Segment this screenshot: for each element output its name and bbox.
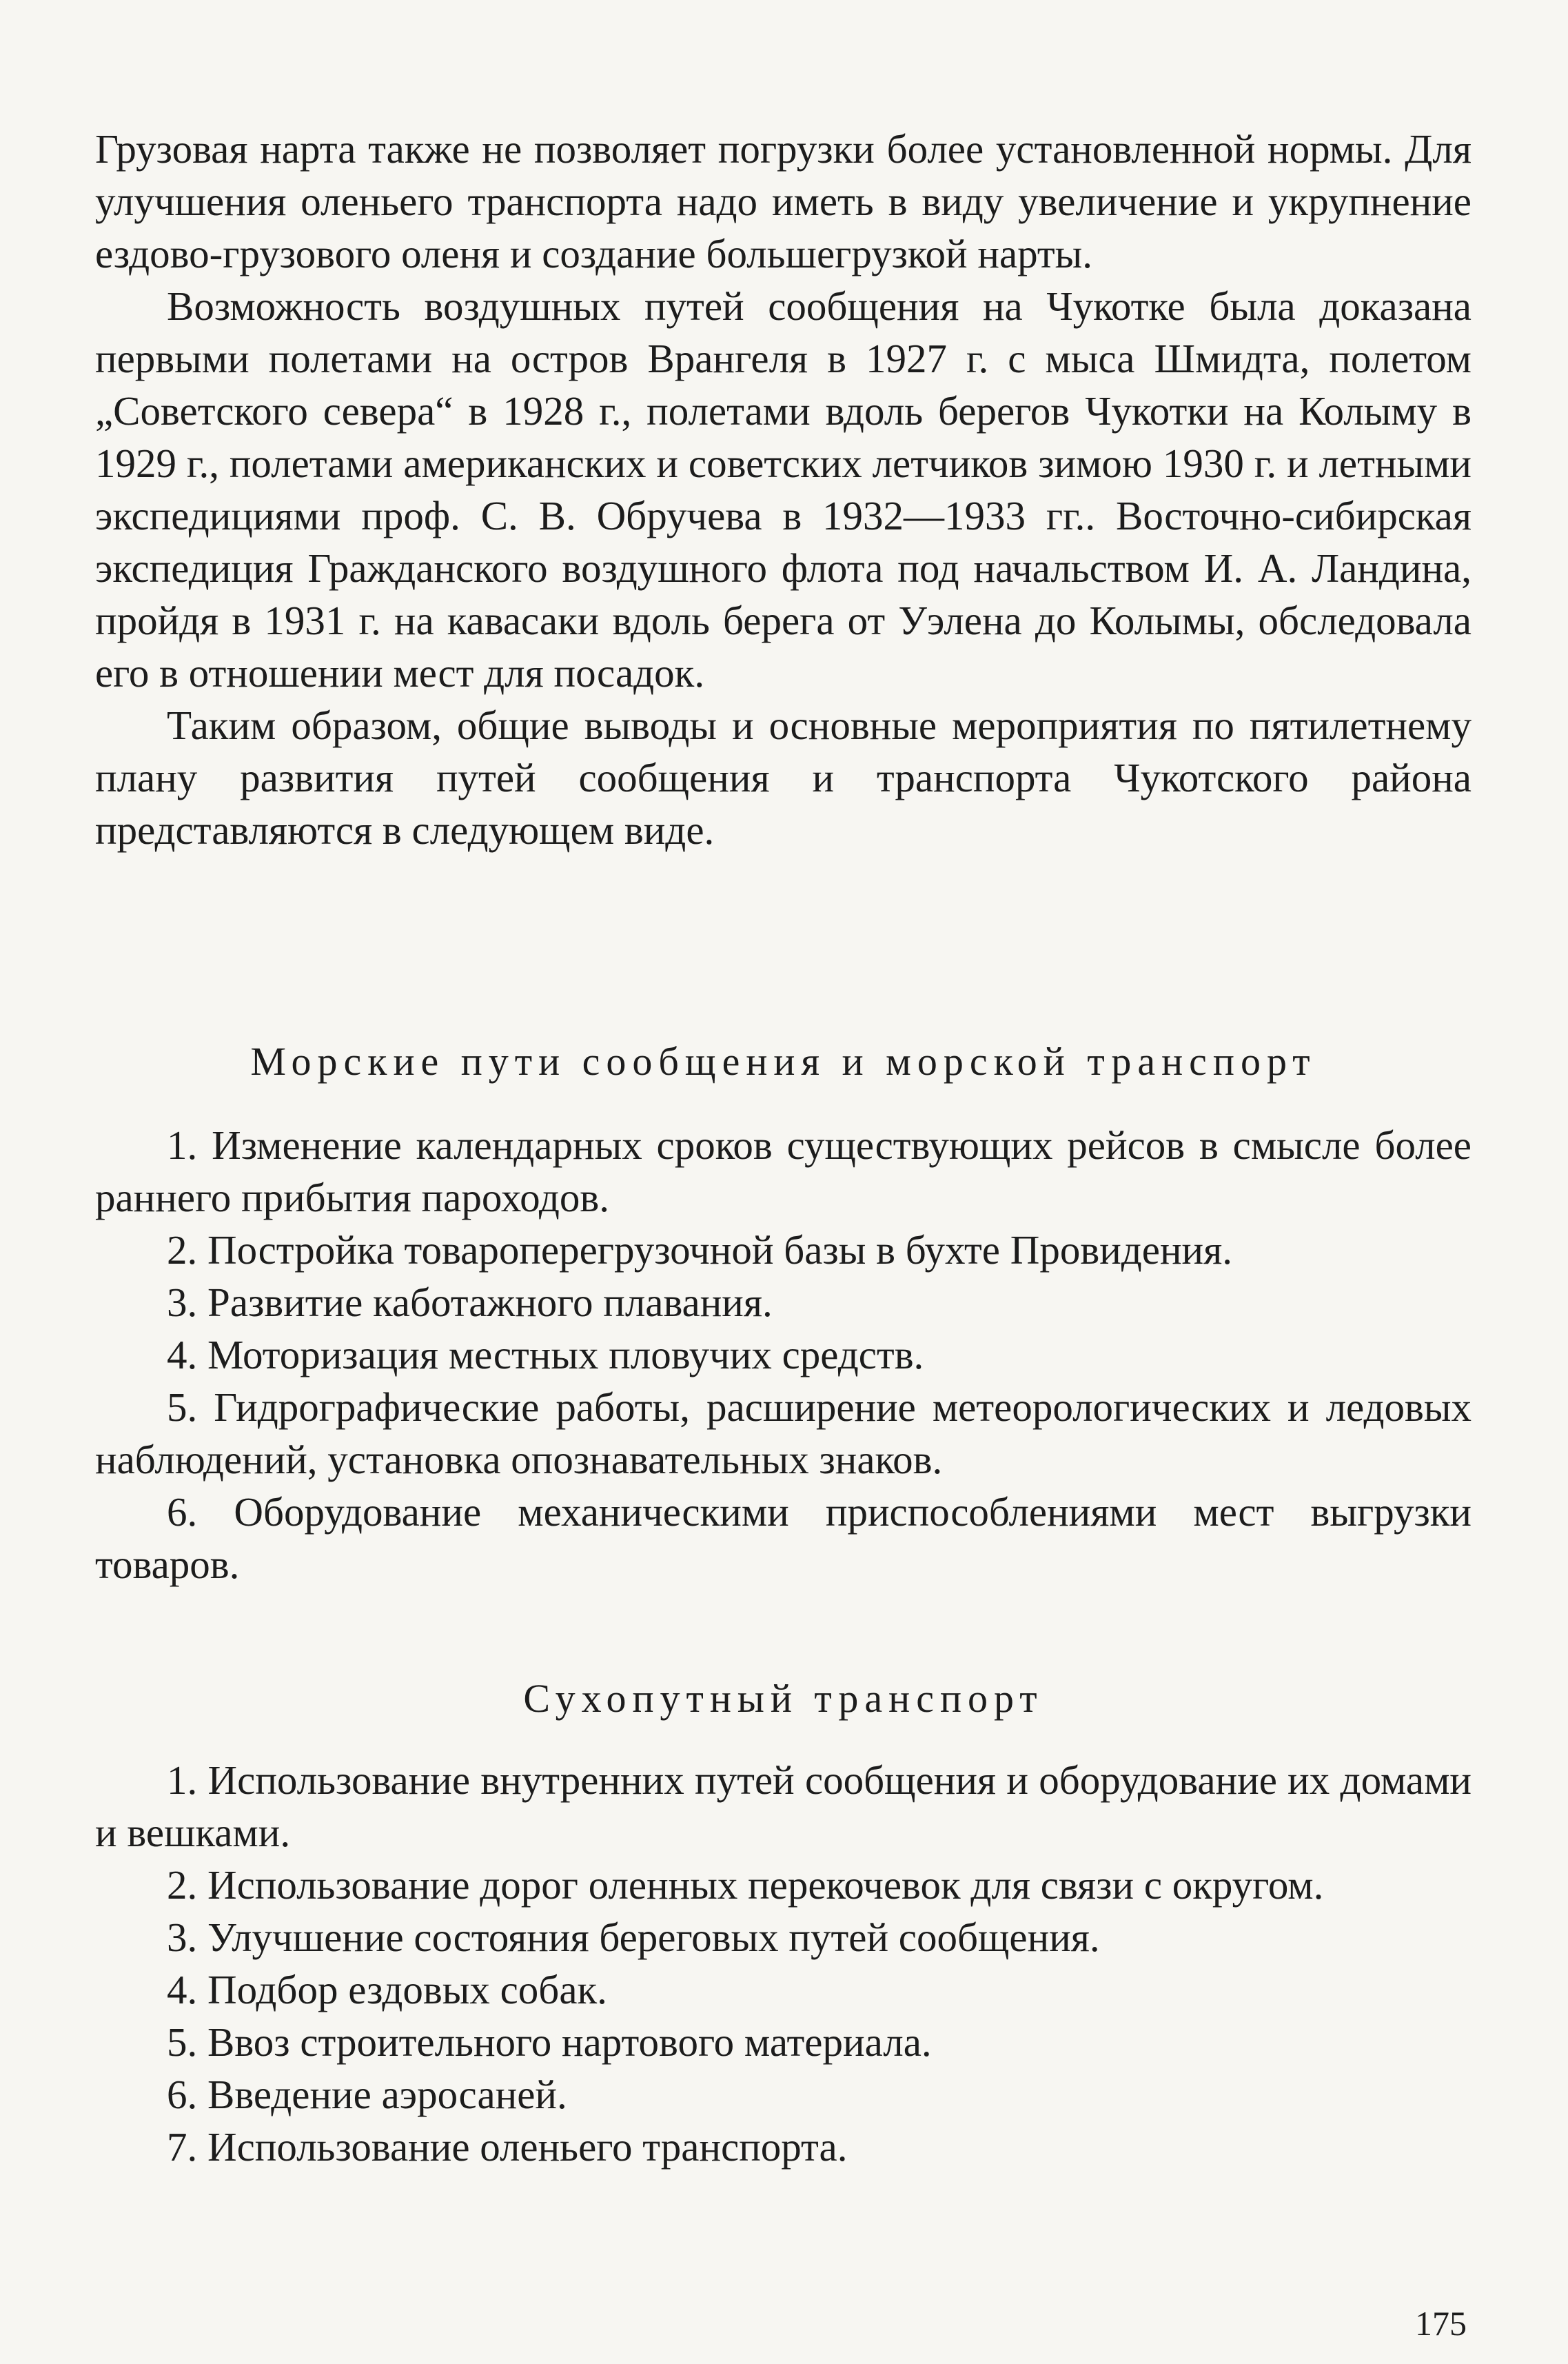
list-item: 2. Постройка товароперегрузочной базы в бухте Провидения. (167, 1227, 1233, 1273)
paragraph: Таким образом, общие выводы и основные мероприятия по пятилетнему плану развития путей сообщения и транспорта Чукотского района представляются в следующем виде. (95, 703, 1472, 853)
list-item: 5. Ввоз строительного нартового материала. (167, 2019, 932, 2065)
paragraph: Возможность воздушных путей сообщения на Чукотке была доказана первыми полетами на остров Врангеля в 1927 г. с мыса Шмидта, полетом „Советского севера“ в 1928 г., полетами вдоль берегов Чукотки на Колыму в 1929 г., полетами американских и советских летчиков зимою 1930 г. и летными экспедициями проф. С. В. Обручева в 1932—1933 гг.. Восточно-сибирская экспедиция Гражданского воздушного флота под начальством И. А. Ландина, пройдя в 1931 г. на кавасаки вдоль берега от Уэлена до Колымы, обследовала его в отношении мест для посадок. (95, 283, 1472, 696)
section-heading-sea-container (95, 1035, 1472, 1088)
land-measures-list (95, 1754, 1472, 2173)
list-item: 4. Моторизация местных пловучих средств. (167, 1332, 924, 1377)
list-item: 1. Изменение календарных сроков существующих рейсов в смысле более раннего прибытия пароходов. (95, 1122, 1472, 1220)
list-item: 2. Использование дорог оленных перекочевок для связи с округом. (167, 1862, 1324, 1908)
list-item: 6. Оборудование механическими приспособлениями мест выгрузки товаров. (95, 1489, 1472, 1587)
intro-text (95, 123, 1472, 856)
list-item: 7. Использование оленьего транспорта. (167, 2124, 848, 2170)
list-item: 3. Развитие каботажного плавания. (167, 1280, 773, 1325)
list-item: 6. Введение аэросаней. (167, 2072, 567, 2117)
section-heading-land-container (95, 1673, 1472, 1725)
list-item: 1. Использование внутренних путей сообщения и оборудование их домами и вешками. (95, 1757, 1472, 1855)
list-item: 4. Подбор ездовых собак. (167, 1967, 607, 2012)
paragraph: Грузовая нарта также не позволяет погрузки более установленной нормы. Для улучшения оленьего транспорта надо иметь в виду увеличение и укрупнение ездово-грузового оленя и создание большегрузкой нарты. (95, 126, 1472, 276)
list-item: 5. Гидрографические работы, расширение метеорологических и ледовых наблюдений, установка опознавательных знаков. (95, 1384, 1472, 1482)
section-heading-land: Сухопутный транспорт (523, 1676, 1043, 1721)
page-number: 175 (1415, 2304, 1467, 2343)
sea-measures-list (95, 1119, 1472, 1590)
section-heading-sea: Морские пути сообщения и морской транспорт (250, 1039, 1316, 1084)
list-item: 3. Улучшение состояния береговых путей сообщения. (167, 1915, 1100, 1960)
